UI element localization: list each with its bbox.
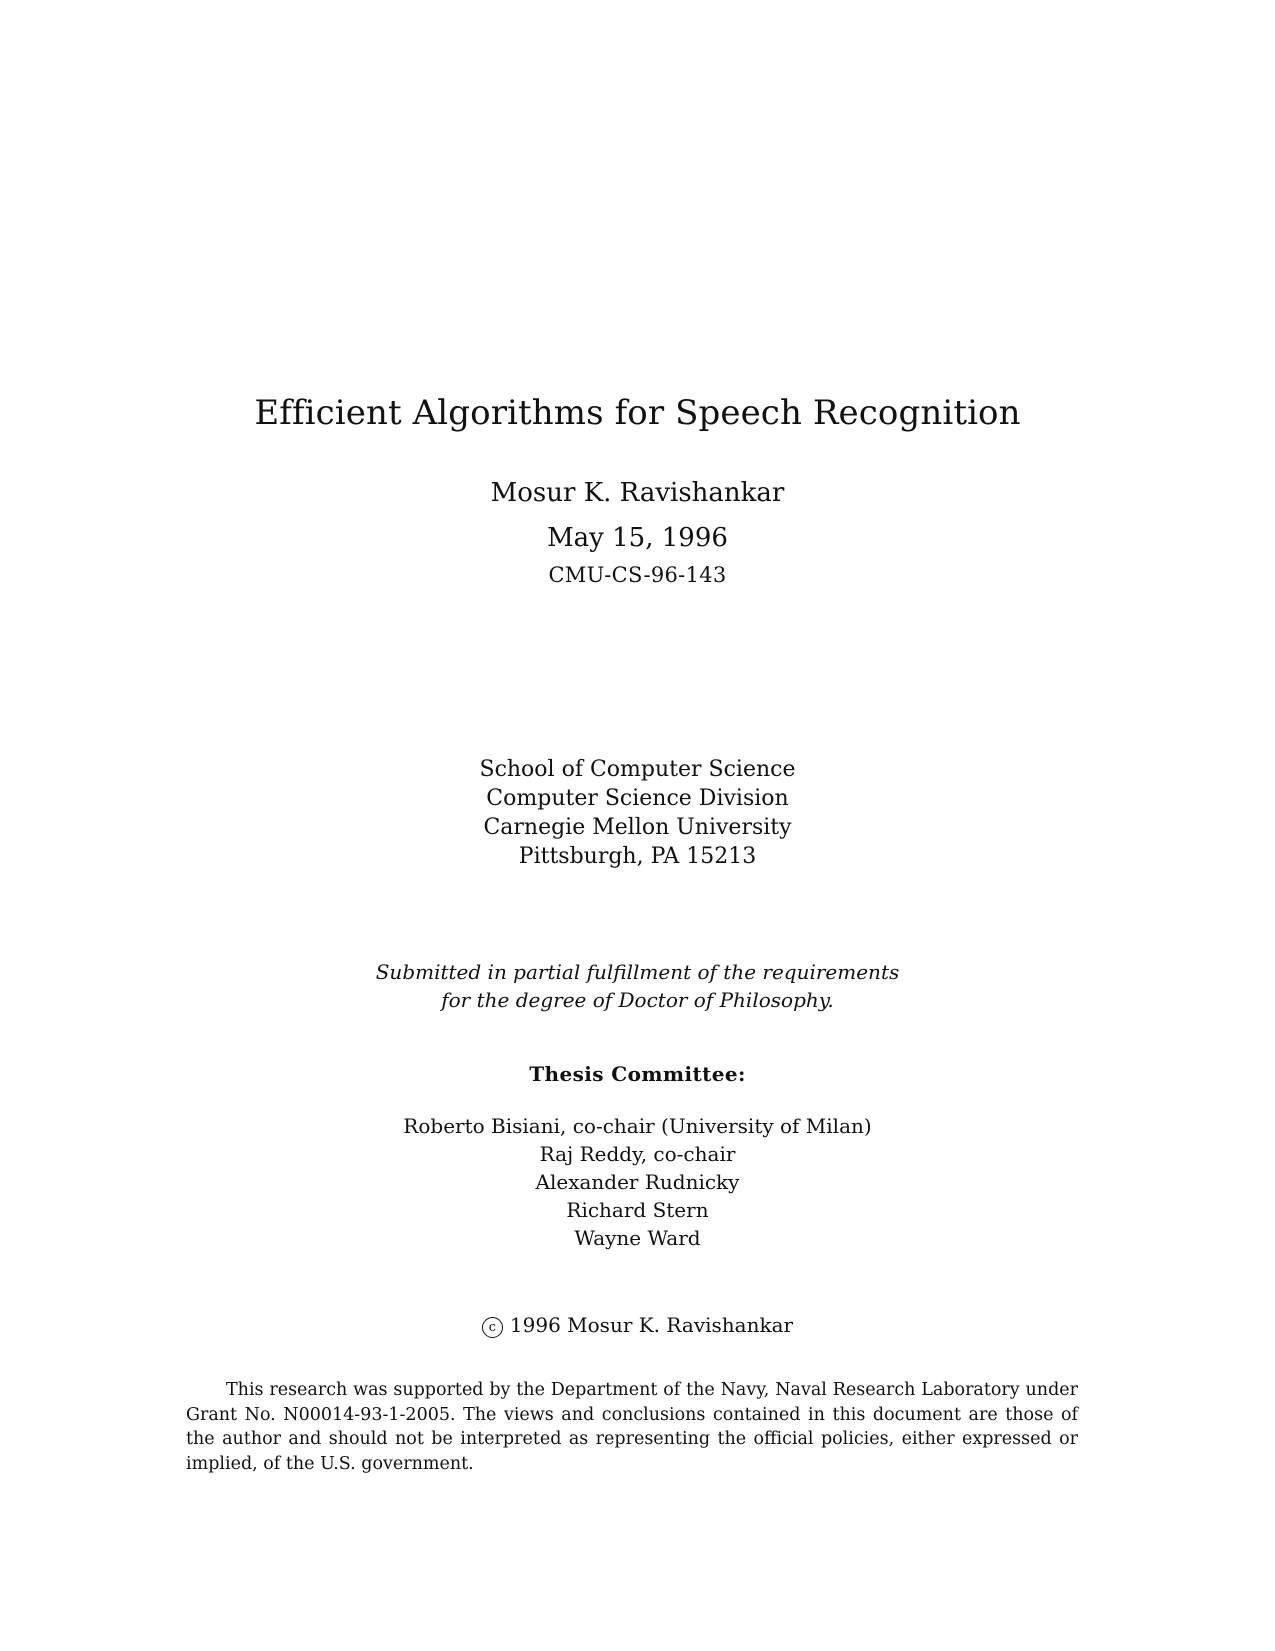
author-name: Mosur K. Ravishankar xyxy=(490,478,785,508)
funding-note: This research was supported by the Department of the Navy, Naval Research Laboratory under Grant No. N00014-93-1-2005. The views and conclusions contained in this document are those of the author and should not be interpreted as representing the official policies, either expressed or implied, of the U.S. government. xyxy=(186,1380,1078,1474)
submission-statement xyxy=(0,958,1275,1014)
committee-list xyxy=(0,1112,1275,1252)
copyright-icon: c xyxy=(482,1317,503,1338)
affiliation-division: Computer Science Division xyxy=(486,786,789,811)
document-title: Efficient Algorithms for Speech Recognition xyxy=(254,393,1021,433)
committee-member: Raj Reddy, co-chair xyxy=(539,1142,736,1166)
affiliation-block xyxy=(0,755,1275,871)
submission-line-1: Submitted in partial fulfillment of the requirements xyxy=(375,960,900,984)
submission-line-2: for the degree of Doctor of Philosophy. xyxy=(441,988,834,1012)
affiliation-school: School of Computer Science xyxy=(479,757,796,782)
report-number: CMU-CS-96-143 xyxy=(548,563,727,587)
committee-member: Alexander Rudnicky xyxy=(535,1170,740,1194)
copyright-text: 1996 Mosur K. Ravishankar xyxy=(509,1313,794,1337)
affiliation-address: Pittsburgh, PA 15213 xyxy=(518,844,757,869)
committee-member: Wayne Ward xyxy=(574,1226,701,1250)
committee-member: Richard Stern xyxy=(566,1198,709,1222)
affiliation-university: Carnegie Mellon University xyxy=(483,815,792,840)
committee-heading: Thesis Committee: xyxy=(529,1062,746,1086)
document-date: May 15, 1996 xyxy=(547,523,728,553)
committee-member: Roberto Bisiani, co-chair (University of Milan) xyxy=(403,1114,872,1138)
copyright-notice xyxy=(0,1315,1275,1338)
